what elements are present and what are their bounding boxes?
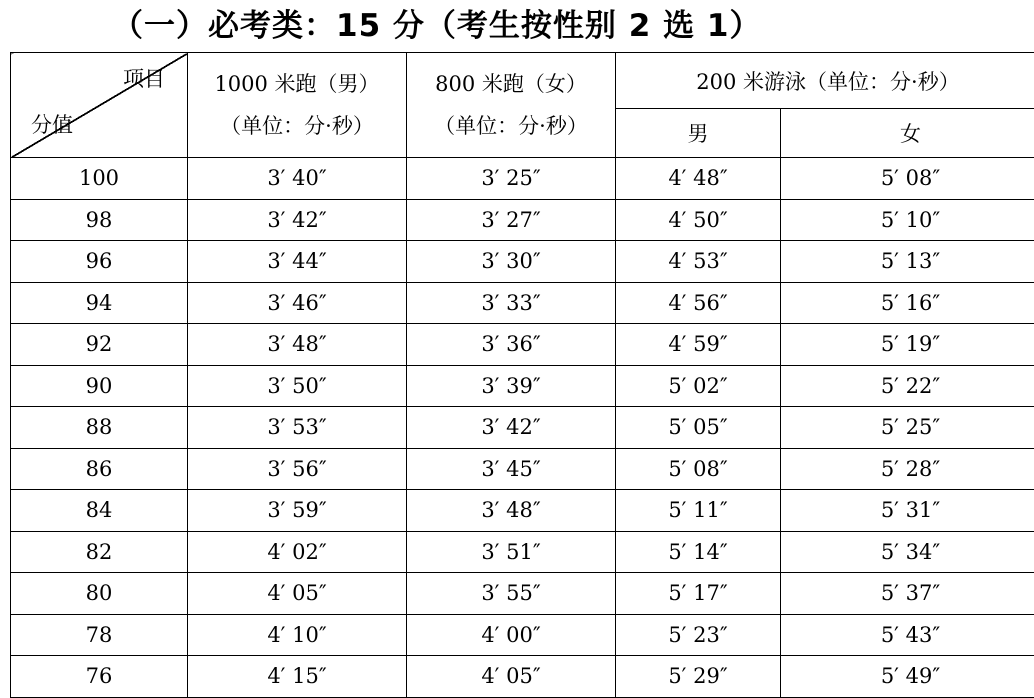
swim-male-cell: 5′ 23″ bbox=[616, 614, 781, 656]
swim-female-cell: 5′ 08″ bbox=[781, 158, 1034, 200]
swim-female-cell: 5′ 37″ bbox=[781, 573, 1034, 615]
table-row bbox=[11, 241, 1034, 283]
swim-male-cell: 5′ 11″ bbox=[616, 490, 781, 532]
swim-male-cell: 4′ 48″ bbox=[616, 158, 781, 200]
corner-header-cell bbox=[11, 53, 188, 158]
run-1000m-cell: 4′ 10″ bbox=[188, 614, 407, 656]
table-row bbox=[11, 448, 1034, 490]
run-800m-cell: 3′ 33″ bbox=[407, 282, 616, 324]
swim-male-cell: 4′ 53″ bbox=[616, 241, 781, 283]
header-1000m-run-title: 1000 米跑（男） bbox=[188, 63, 406, 105]
table-row bbox=[11, 656, 1034, 698]
swim-male-cell: 4′ 56″ bbox=[616, 282, 781, 324]
table-row bbox=[11, 614, 1034, 656]
run-1000m-cell: 3′ 48″ bbox=[188, 324, 407, 366]
run-800m-cell: 3′ 48″ bbox=[407, 490, 616, 532]
score-cell: 76 bbox=[11, 656, 188, 698]
swim-female-cell: 5′ 25″ bbox=[781, 407, 1034, 449]
swim-female-cell: 5′ 22″ bbox=[781, 365, 1034, 407]
score-cell: 98 bbox=[11, 199, 188, 241]
header-1000m-run-unit: （单位：分·秒） bbox=[188, 105, 406, 147]
swim-female-cell: 5′ 16″ bbox=[781, 282, 1034, 324]
swim-female-cell: 5′ 43″ bbox=[781, 614, 1034, 656]
run-1000m-cell: 3′ 59″ bbox=[188, 490, 407, 532]
run-800m-cell: 3′ 39″ bbox=[407, 365, 616, 407]
run-800m-cell: 3′ 25″ bbox=[407, 158, 616, 200]
run-800m-cell: 3′ 55″ bbox=[407, 573, 616, 615]
table-row bbox=[11, 324, 1034, 366]
header-800m-run-unit: （单位：分·秒） bbox=[407, 105, 615, 147]
run-1000m-cell: 3′ 44″ bbox=[188, 241, 407, 283]
run-1000m-cell: 3′ 50″ bbox=[188, 365, 407, 407]
table-row bbox=[11, 407, 1034, 449]
score-cell: 90 bbox=[11, 365, 188, 407]
run-800m-cell: 4′ 00″ bbox=[407, 614, 616, 656]
page-title: （一）必考类：15 分（考生按性别 2 选 1） bbox=[112, 4, 761, 48]
run-1000m-cell: 3′ 40″ bbox=[188, 158, 407, 200]
score-cell: 84 bbox=[11, 490, 188, 532]
swim-female-cell: 5′ 49″ bbox=[781, 656, 1034, 698]
swim-female-cell: 5′ 10″ bbox=[781, 199, 1034, 241]
table-row bbox=[11, 365, 1034, 407]
run-800m-cell: 3′ 27″ bbox=[407, 199, 616, 241]
run-1000m-cell: 4′ 05″ bbox=[188, 573, 407, 615]
swim-male-cell: 5′ 14″ bbox=[616, 531, 781, 573]
header-800m-run bbox=[407, 53, 616, 158]
score-table bbox=[10, 52, 1034, 698]
swim-female-cell: 5′ 19″ bbox=[781, 324, 1034, 366]
swim-male-cell: 4′ 59″ bbox=[616, 324, 781, 366]
header-row-top bbox=[11, 53, 1034, 109]
header-1000m-run bbox=[188, 53, 407, 158]
table-row bbox=[11, 573, 1034, 615]
swim-male-cell: 5′ 17″ bbox=[616, 573, 781, 615]
table-row bbox=[11, 531, 1034, 573]
swim-male-cell: 4′ 50″ bbox=[616, 199, 781, 241]
header-200m-swim: 200 米游泳（单位：分·秒） bbox=[616, 53, 1034, 109]
run-1000m-cell: 3′ 56″ bbox=[188, 448, 407, 490]
corner-label-item: 项目 bbox=[123, 63, 165, 93]
score-cell: 88 bbox=[11, 407, 188, 449]
run-800m-cell: 3′ 42″ bbox=[407, 407, 616, 449]
swim-female-cell: 5′ 13″ bbox=[781, 241, 1034, 283]
table-row bbox=[11, 158, 1034, 200]
run-800m-cell: 4′ 05″ bbox=[407, 656, 616, 698]
score-cell: 80 bbox=[11, 573, 188, 615]
run-1000m-cell: 4′ 15″ bbox=[188, 656, 407, 698]
run-1000m-cell: 3′ 46″ bbox=[188, 282, 407, 324]
table-row bbox=[11, 282, 1034, 324]
header-swim-male: 男 bbox=[616, 109, 781, 158]
header-swim-female: 女 bbox=[781, 109, 1034, 158]
run-1000m-cell: 4′ 02″ bbox=[188, 531, 407, 573]
header-800m-run-title: 800 米跑（女） bbox=[407, 63, 615, 105]
table-row bbox=[11, 199, 1034, 241]
run-800m-cell: 3′ 51″ bbox=[407, 531, 616, 573]
score-cell: 96 bbox=[11, 241, 188, 283]
score-cell: 94 bbox=[11, 282, 188, 324]
swim-male-cell: 5′ 02″ bbox=[616, 365, 781, 407]
run-800m-cell: 3′ 30″ bbox=[407, 241, 616, 283]
score-cell: 92 bbox=[11, 324, 188, 366]
swim-male-cell: 5′ 08″ bbox=[616, 448, 781, 490]
score-cell: 78 bbox=[11, 614, 188, 656]
run-800m-cell: 3′ 36″ bbox=[407, 324, 616, 366]
swim-female-cell: 5′ 34″ bbox=[781, 531, 1034, 573]
swim-female-cell: 5′ 28″ bbox=[781, 448, 1034, 490]
corner-label-score: 分值 bbox=[31, 109, 73, 139]
run-1000m-cell: 3′ 53″ bbox=[188, 407, 407, 449]
score-cell: 100 bbox=[11, 158, 188, 200]
swim-male-cell: 5′ 05″ bbox=[616, 407, 781, 449]
swim-male-cell: 5′ 29″ bbox=[616, 656, 781, 698]
score-cell: 86 bbox=[11, 448, 188, 490]
swim-female-cell: 5′ 31″ bbox=[781, 490, 1034, 532]
score-cell: 82 bbox=[11, 531, 188, 573]
run-800m-cell: 3′ 45″ bbox=[407, 448, 616, 490]
run-1000m-cell: 3′ 42″ bbox=[188, 199, 407, 241]
table-row bbox=[11, 490, 1034, 532]
